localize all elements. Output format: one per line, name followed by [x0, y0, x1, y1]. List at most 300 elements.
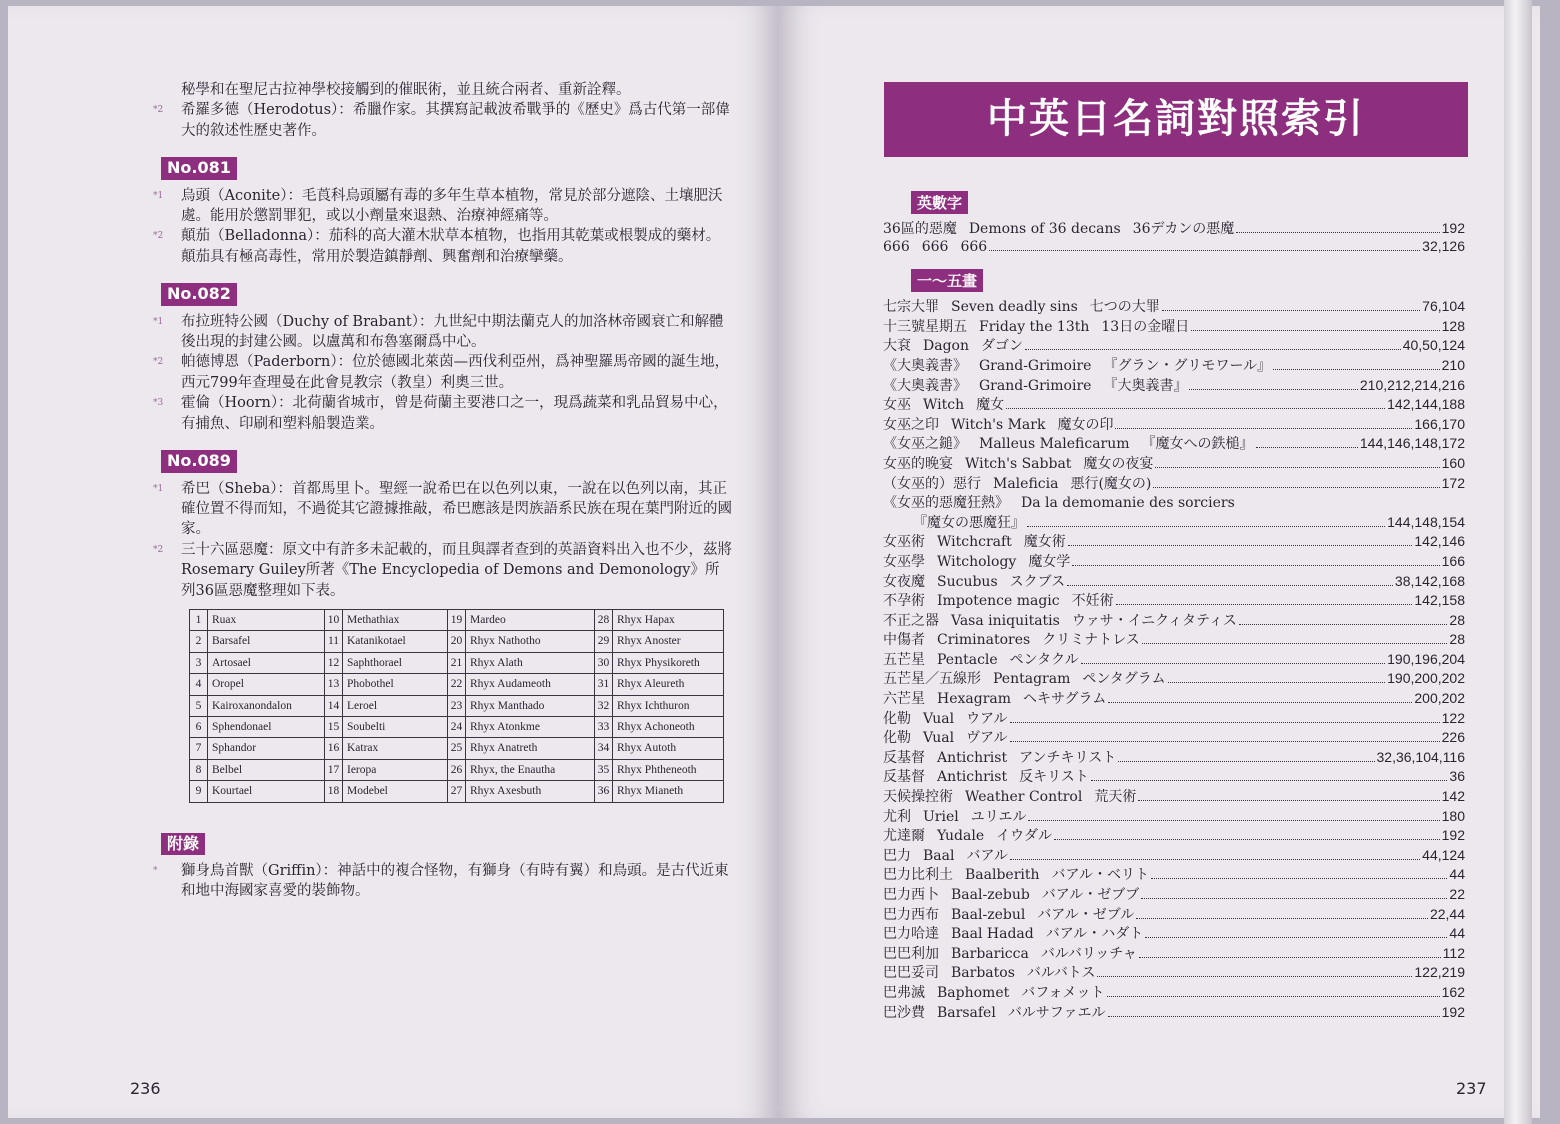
decan-number: 30 — [595, 652, 613, 673]
leader-dots — [1155, 467, 1439, 468]
index-group-header: 英數字 — [911, 191, 968, 214]
leader-dots — [1142, 643, 1448, 644]
note-paderborn — [153, 352, 733, 393]
index-term-japanese: 魔女の夜宴 — [1083, 455, 1154, 472]
decan-name: Katanikotael — [343, 631, 448, 652]
intro-line: 秘學和在聖尼古拉神學校接觸到的催眠術，並且統合兩者、重新詮釋。 — [181, 82, 631, 98]
note-marker: *2 — [153, 105, 164, 116]
index-entry — [883, 649, 1465, 669]
index-entry — [883, 629, 1465, 649]
index-page-refs: 122,219 — [1414, 964, 1465, 981]
index-term-chinese: 巴力比利土 — [883, 867, 953, 884]
index-page-refs: 144,146,148,172 — [1359, 435, 1465, 452]
index-term-chinese: 女巫術 — [883, 534, 925, 551]
index-page-refs: 144,148,154 — [1387, 513, 1465, 530]
index-term-english: Baal Hadad — [951, 926, 1034, 943]
index-term-chinese: 女巫的晚宴 — [883, 455, 953, 472]
decan-name: Rhyx Axesbuth — [466, 781, 595, 802]
index-page-refs: 192 — [1441, 1003, 1465, 1020]
index-page-refs: 44,124 — [1422, 846, 1465, 863]
decan-name: Rhyx, the Enautha — [466, 759, 595, 780]
decan-number: 32 — [595, 695, 613, 716]
section-no082 — [153, 267, 733, 434]
index-term-chinese: 女巫之印 — [883, 416, 939, 433]
index-term-japanese: 反キリスト — [1019, 769, 1089, 786]
decan-name: Belbel — [208, 759, 325, 780]
index-list — [883, 189, 1465, 1021]
index-page-refs: 226 — [1441, 729, 1465, 746]
decan-name: Oropel — [208, 674, 325, 695]
index-page-refs: 190,200,202 — [1387, 670, 1465, 687]
decan-name: Barsafel — [208, 631, 325, 652]
decan-number: 9 — [190, 781, 208, 802]
index-term-english: Baal-zebul — [951, 906, 1026, 923]
index-term-english: Yudale — [937, 828, 985, 845]
leader-dots — [1189, 389, 1357, 390]
notes-column — [153, 80, 733, 902]
index-page-refs: 142,158 — [1414, 592, 1465, 609]
decan-number: 25 — [448, 738, 466, 759]
decans-row — [190, 631, 724, 652]
index-entry — [883, 571, 1465, 591]
note-aconite — [153, 186, 733, 227]
index-entry — [883, 727, 1465, 747]
leader-dots — [1091, 780, 1448, 781]
index-entry — [883, 375, 1465, 395]
note-marker: *1 — [153, 483, 164, 494]
section-no081 — [153, 141, 733, 267]
index-entry — [883, 296, 1465, 316]
decan-number: 3 — [190, 652, 208, 673]
index-term-english: Witchcraft — [937, 534, 1012, 551]
index-term-english: Friday the 13th — [979, 318, 1090, 335]
index-entry — [883, 943, 1465, 963]
leader-dots — [1010, 741, 1440, 742]
index-term-chinese: 巴力哈達 — [883, 926, 939, 943]
index-term-english: Witch — [923, 397, 965, 414]
index-page-refs: 192 — [1441, 827, 1465, 844]
index-term-chinese: 666 — [883, 238, 910, 255]
index-term-japanese: クリミナトレス — [1042, 632, 1140, 649]
note-marker: *2 — [153, 544, 164, 555]
index-term-chinese: 六芒星 — [883, 691, 925, 708]
index-group-header: 一～五畫 — [911, 269, 983, 292]
leader-dots — [1010, 722, 1440, 723]
leader-dots — [1108, 1016, 1440, 1017]
index-term-japanese: 666 — [960, 238, 988, 255]
index-term-chinese: （女巫的）惡行 — [883, 475, 981, 492]
decan-number: 35 — [595, 759, 613, 780]
index-page-refs: 166,170 — [1414, 415, 1465, 432]
page-number: 237 — [1456, 1079, 1487, 1098]
section-appendix — [153, 817, 733, 902]
index-term-english: Vasa iniquitatis — [951, 612, 1060, 629]
index-term-english: Vual — [923, 730, 955, 747]
leader-dots — [1191, 330, 1439, 331]
section-badge: No.082 — [161, 283, 237, 305]
index-page-refs: 44 — [1449, 925, 1465, 942]
section-badge: 附錄 — [161, 833, 205, 855]
decan-name: Rhyx Ichthuron — [613, 695, 724, 716]
section-no089 — [153, 434, 733, 803]
index-term-japanese: ヘキサグラム — [1023, 691, 1107, 708]
index-term-english: Dagon — [923, 338, 969, 355]
index-term-chinese: 五芒星／五線形 — [883, 671, 981, 688]
index-term-japanese: バアル — [966, 847, 1008, 864]
index-entry — [883, 394, 1465, 414]
index-term-english: Witch's Sabbat — [965, 455, 1072, 472]
index-entry — [883, 433, 1465, 453]
leader-dots — [1027, 526, 1385, 527]
index-page-refs: 32,36,104,116 — [1376, 748, 1465, 765]
index-entry — [883, 453, 1465, 473]
decan-name: Kairoxanondalon — [208, 695, 325, 716]
index-term-japanese: バアル・ゼブブ — [1041, 887, 1140, 903]
index-entry — [883, 806, 1465, 826]
index-term-english: Da la demomanie des sorciers — [1021, 495, 1235, 512]
index-term-english: Pentacle — [937, 651, 998, 668]
decan-number: 7 — [190, 738, 208, 759]
leader-dots — [1139, 957, 1441, 958]
leader-dots — [1010, 859, 1420, 860]
leader-dots — [1151, 878, 1447, 879]
leader-dots — [1108, 702, 1412, 703]
decan-number: 36 — [595, 781, 613, 802]
leader-dots — [1273, 369, 1439, 370]
note-hoorn — [153, 393, 733, 434]
index-page-refs: 162 — [1441, 983, 1465, 1000]
index-term-japanese: ペンタグラム — [1082, 671, 1166, 688]
index-page-refs: 160 — [1441, 454, 1465, 471]
index-page-refs: 142 — [1441, 788, 1465, 805]
note-text: 獅身鳥首獸（Griffin）：神話中的複合怪物，有獅身（有時有翼）和鳥頭。是古代近東和地中海國家喜愛的裝飾物。 — [181, 863, 729, 900]
decan-name: Katrax — [343, 738, 448, 759]
leader-dots — [1136, 918, 1428, 919]
decan-number: 13 — [325, 674, 343, 695]
leader-dots — [1054, 839, 1440, 840]
index-entry — [883, 512, 1465, 532]
index-term-chinese: 女夜魔 — [883, 573, 925, 590]
index-term-chinese: 反基督 — [883, 749, 925, 766]
index-term-chinese: 巴弗滅 — [883, 984, 925, 1001]
index-term-japanese: 13日の金曜日 — [1101, 318, 1190, 335]
index-term-chinese: 七宗大罪 — [883, 299, 939, 316]
decan-number: 12 — [325, 652, 343, 673]
index-term-japanese: スクブス — [1009, 573, 1066, 590]
decan-number: 5 — [190, 695, 208, 716]
index-entry — [883, 531, 1465, 551]
decan-name: Kourtael — [208, 781, 325, 802]
decans-row — [190, 674, 724, 695]
index-term-japanese: 悪行(魔女の) — [1070, 475, 1152, 492]
index-term-chinese: 巴力西卜 — [883, 887, 939, 903]
index-entry — [883, 610, 1465, 630]
decan-name: Saphthorael — [343, 652, 448, 673]
decan-number: 14 — [325, 695, 343, 716]
note-belladonna — [153, 226, 733, 267]
index-term-japanese: 魔女学 — [1028, 553, 1071, 570]
page-number: 236 — [130, 1079, 161, 1098]
index-term-chinese: 天候操控術 — [883, 789, 953, 806]
note-marker: *1 — [153, 190, 164, 201]
leader-dots — [1118, 761, 1374, 762]
note-marker: * — [153, 866, 158, 876]
index-term-chinese: 《大奧義書》 — [883, 377, 967, 394]
index-term-japanese: バアル・ベリト — [1051, 867, 1149, 884]
index-page-refs: 44 — [1449, 866, 1465, 883]
decans-row — [190, 716, 724, 737]
index-entry — [883, 904, 1465, 924]
index-term-english: Baalberith — [965, 867, 1040, 884]
leader-dots — [989, 250, 1420, 251]
decan-name: Rhyx Physikoreth — [613, 652, 724, 673]
decan-name: Rhyx Hapax — [613, 609, 724, 630]
index-entry — [883, 982, 1465, 1002]
index-term-english: Demons of 36 decans — [968, 221, 1121, 237]
decan-name: Rhyx Alath — [466, 652, 595, 673]
index-page-refs: 128 — [1441, 317, 1465, 334]
index-term-chinese: 巴力 — [883, 847, 911, 864]
note-text: 希巴（Sheba）：首都馬里卜。聖經一說希巴在以色列以東，一說在以色列以南，其正確位置不得而知，不過從其它證據推敲，希巴應該是閃族語系民族在現在葉門附近的國家。 — [181, 480, 732, 538]
index-title-banner: 中英日名詞對照索引 — [884, 82, 1468, 157]
decan-name: Artosael — [208, 652, 325, 673]
index-term-japanese: 荒天術 — [1094, 789, 1137, 806]
index-term-japanese: ユリエル — [970, 808, 1027, 825]
index-term-english: Baal — [923, 847, 955, 864]
index-entry — [883, 786, 1465, 806]
decan-name: Rhyx Mianeth — [613, 781, 724, 802]
index-term-english: Grand-Grimoire — [979, 357, 1092, 374]
note-griffin — [153, 861, 733, 902]
index-term-chinese: 十三號星期五 — [883, 318, 967, 335]
page-237 — [778, 6, 1540, 1118]
index-entry — [883, 864, 1465, 884]
decan-name: Rhyx Aleureth — [613, 674, 724, 695]
index-page-refs: 210 — [1441, 356, 1465, 373]
index-page-refs: 142,144,188 — [1387, 396, 1465, 413]
index-term-english: Antichrist — [937, 749, 1008, 766]
decan-number: 20 — [448, 631, 466, 652]
decan-name: Ruax — [208, 609, 325, 630]
index-term-japanese: 不妊術 — [1071, 593, 1114, 610]
index-term-english: Barbaricca — [951, 945, 1029, 962]
decans-table — [189, 609, 724, 803]
note-marker: *2 — [153, 231, 164, 242]
index-entry — [883, 708, 1465, 728]
index-page-refs: 142,146 — [1414, 533, 1465, 550]
index-term-english: Pentagram — [993, 671, 1071, 688]
index-term-chinese: 36區的惡魔 — [883, 221, 957, 237]
index-entry — [883, 551, 1465, 571]
index-term-chinese: 尤利 — [883, 808, 911, 825]
decan-number: 33 — [595, 716, 613, 737]
index-term-japanese: バアル・ハダト — [1045, 926, 1144, 943]
leader-dots — [1028, 820, 1439, 821]
note-marker: *2 — [153, 357, 164, 368]
index-term-chinese: 化勒 — [883, 710, 911, 727]
leader-dots — [1068, 545, 1413, 546]
index-entry — [883, 355, 1465, 375]
decan-name: Sphendonael — [208, 716, 325, 737]
index-term-japanese: バルサファエル — [1007, 1004, 1106, 1021]
index-term-english: Grand-Grimoire — [979, 377, 1092, 394]
index-term-english: Witchology — [937, 553, 1017, 570]
index-entry — [883, 218, 1465, 238]
note-sheba — [153, 479, 733, 540]
decan-name: Phobothel — [343, 674, 448, 695]
leader-dots — [1081, 663, 1385, 664]
index-entry — [883, 1002, 1465, 1022]
index-entry — [883, 668, 1465, 688]
index-page-refs: 36 — [1449, 768, 1465, 785]
decan-number: 22 — [448, 674, 466, 695]
book-spread — [8, 0, 1532, 1124]
index-entry — [883, 316, 1465, 336]
index-term-chinese: 大袞 — [883, 338, 911, 355]
decan-name: Rhyx Autoth — [613, 738, 724, 759]
index-term-chinese: 巴巴妥司 — [883, 965, 939, 982]
decan-number: 18 — [325, 781, 343, 802]
index-term-japanese: 『魔女への鉄槌』 — [1141, 436, 1254, 453]
index-term-chinese: 《女巫之鎚》 — [883, 436, 967, 453]
decan-number: 27 — [448, 781, 466, 802]
decan-name: Rhyx Phtheneoth — [613, 759, 724, 780]
decan-name: Rhyx Atonkme — [466, 716, 595, 737]
section-badge: No.081 — [161, 157, 237, 179]
index-term-chinese: 五芒星 — [883, 651, 925, 668]
index-page-refs: 28 — [1449, 611, 1465, 628]
decan-number: 34 — [595, 738, 613, 759]
index-term-english: Impotence magic — [937, 593, 1060, 610]
index-page-refs: 28 — [1449, 631, 1465, 648]
decan-name: Rhyx Nathotho — [466, 631, 595, 652]
decan-number: 31 — [595, 674, 613, 695]
index-term-english: Barsafel — [937, 1004, 996, 1021]
leader-dots — [1138, 800, 1439, 801]
note-36-decans — [153, 540, 733, 601]
index-entry — [883, 688, 1465, 708]
leader-dots — [1141, 898, 1447, 899]
index-term-japanese: 36デカンの悪魔 — [1132, 221, 1235, 237]
index-term-japanese: ウアル — [966, 710, 1008, 727]
leader-dots — [1097, 976, 1412, 977]
note-brabant — [153, 312, 733, 353]
decan-number: 28 — [595, 609, 613, 630]
decan-name: Modebel — [343, 781, 448, 802]
decan-name: Methathiax — [343, 609, 448, 630]
decan-name: Mardeo — [466, 609, 595, 630]
index-entry — [883, 766, 1465, 786]
leader-dots — [1168, 682, 1385, 683]
index-term-chinese: 《女巫的惡魔狂熱》 — [883, 495, 1009, 512]
index-term-chinese: 尤達爾 — [883, 828, 925, 845]
index-page-refs: 172 — [1441, 474, 1465, 491]
index-page-refs: 22 — [1449, 886, 1465, 902]
index-page-refs: 200,202 — [1414, 690, 1465, 707]
index-page-refs: 166 — [1441, 552, 1465, 569]
index-term-japanese: バルバリッチャ — [1040, 945, 1137, 962]
index-term-chinese: 女巫 — [883, 397, 911, 414]
note-text: 帕德博恩（Paderborn）：位於德國北萊茵—西伐利亞州，爲神聖羅馬帝國的誕生地，西元799年查理曼在此會見教宗（教皇）利奧三世。 — [181, 354, 730, 391]
index-term-chinese: 巴巴利加 — [883, 945, 939, 962]
decan-number: 29 — [595, 631, 613, 652]
decan-number: 8 — [190, 759, 208, 780]
decan-number: 26 — [448, 759, 466, 780]
index-term-english: Seven deadly sins — [951, 299, 1078, 316]
decan-number: 6 — [190, 716, 208, 737]
index-term-english: Antichrist — [937, 769, 1008, 786]
index-term-japanese: ウァサ・イニクィタティス — [1071, 612, 1237, 629]
leader-dots — [1072, 565, 1439, 566]
decans-row — [190, 781, 724, 802]
index-page-refs: 190,196,204 — [1387, 650, 1465, 667]
leader-dots — [1107, 996, 1440, 997]
decan-number: 21 — [448, 652, 466, 673]
index-page-refs: 22,44 — [1429, 905, 1465, 922]
index-term-english: Witch's Mark — [951, 416, 1046, 433]
leader-dots — [1256, 447, 1358, 448]
index-term-japanese: ヴアル — [966, 730, 1008, 747]
decan-number: 10 — [325, 609, 343, 630]
decan-name: Ieropa — [343, 759, 448, 780]
index-term-japanese: 『大奥義書』 — [1103, 377, 1188, 394]
index-entry — [883, 414, 1465, 434]
decan-number: 11 — [325, 631, 343, 652]
index-term-english: Sucubus — [937, 573, 998, 590]
index-entry — [883, 884, 1465, 904]
index-term-japanese: 『魔女の悪魔狂』 — [913, 514, 1025, 531]
index-term-japanese: 魔女術 — [1023, 534, 1066, 551]
index-term-english: Criminatores — [937, 632, 1031, 649]
leader-dots — [1239, 624, 1448, 625]
index-term-chinese: 女巫學 — [883, 553, 925, 570]
note-text: 霍倫（Hoorn）：北荷蘭省城市，曾是荷蘭主要港口之一，現爲蔬菜和乳品貿易中心，有捕魚、印刷和塑料船製造業。 — [181, 395, 728, 432]
leader-dots — [1145, 937, 1447, 938]
note-text: 顛茄（Belladonna）：茄科的高大灌木狀草本植物，也指用其乾葉或根製成的藥材。顛茄具有極高毒性，常用於製造鎮靜劑、興奮劑和治療攣藥。 — [181, 228, 721, 265]
note-text: 三十六區惡魔：原文中有許多未記載的，而且與譯者查到的英語資料出入也不少，茲將Rosemary Guiley所著《The Encyclopedia of Demons and Demonology》所列36區惡魔整理如下表。 — [181, 541, 732, 599]
decan-number: 16 — [325, 738, 343, 759]
note-text: 烏頭（Aconite）：毛莨科烏頭屬有毒的多年生草本植物，常見於部分遮陰、土壤肥沃處。能用於懲罰罪犯，或以小劑量來退熱、治療神經痛等。 — [181, 187, 723, 225]
page-236 — [8, 6, 778, 1118]
index-entry — [883, 962, 1465, 982]
index-term-english: Baphomet — [937, 984, 1010, 1001]
index-page-refs: 192 — [1441, 220, 1465, 236]
leader-dots — [1115, 428, 1412, 429]
index-term-english: Baal-zebub — [951, 887, 1030, 903]
index-term-chinese: 化勒 — [883, 730, 911, 747]
decans-row — [190, 759, 724, 780]
index-page-refs: 122 — [1441, 709, 1465, 726]
index-entry — [883, 923, 1465, 943]
index-term-japanese: ダゴン — [980, 338, 1023, 355]
decan-number: 23 — [448, 695, 466, 716]
leader-dots — [1236, 232, 1439, 233]
decan-name: Rhyx Achoneoth — [613, 716, 724, 737]
leader-dots — [1116, 604, 1413, 605]
index-term-japanese: ペンタクル — [1009, 651, 1079, 668]
index-term-chinese: 巴力西布 — [883, 906, 939, 923]
index-term-japanese: アンチキリスト — [1019, 749, 1117, 766]
index-entry — [883, 590, 1465, 610]
index-page-refs: 210,212,214,216 — [1359, 376, 1465, 393]
decan-name: Sphandor — [208, 738, 325, 759]
leader-dots — [1153, 487, 1439, 488]
index-entry — [883, 747, 1465, 767]
decan-number: 1 — [190, 609, 208, 630]
decan-name: Rhyx Manthado — [466, 695, 595, 716]
decans-row — [190, 738, 724, 759]
decan-name: Soubelti — [343, 716, 448, 737]
